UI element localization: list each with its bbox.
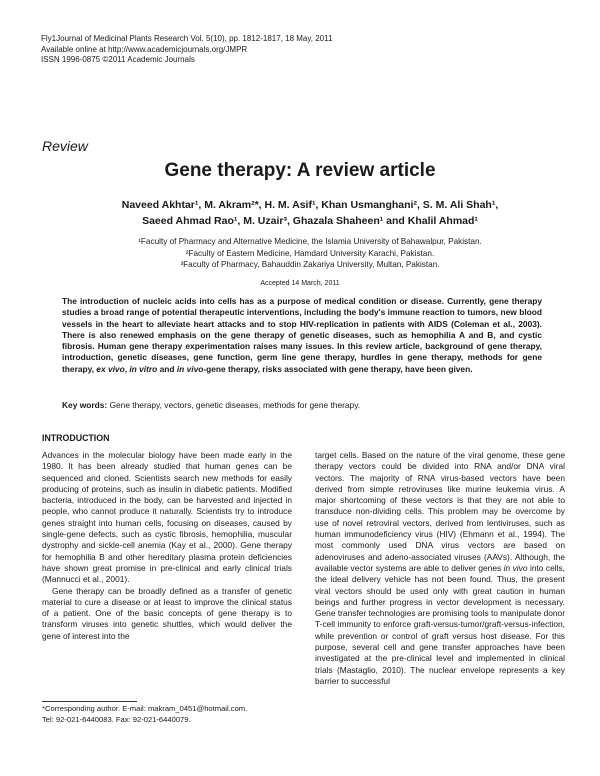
abstract-in-vitro: in vitro (129, 363, 158, 374)
abstract-and: and (157, 363, 177, 374)
journal-issn: ISSN 1996-0875 ©2011 Academic Journals (41, 55, 195, 64)
abstract-in-vivo: in vivo (176, 363, 204, 374)
corresponding-author: *Corresponding author. E-mail: makram_0451@hotmail.com. (42, 704, 248, 713)
affiliation-3: ³Faculty of Pharmacy, Bahauddin Zakariya University, Multan, Pakistan. (180, 260, 440, 269)
abstract-ex-vivo: ex vivo (96, 363, 125, 374)
article-title: Gene therapy: A review article (164, 160, 436, 181)
intro-paragraph-3 (315, 450, 565, 687)
left-column (42, 450, 292, 642)
affiliation-2: ²Faculty of Eastern Medicine, Hamdard University Karachi, Pakistan. (185, 248, 435, 258)
right-column (315, 450, 565, 687)
contact-phone-fax: Tel: 92-021-6440083. Fax: 92-021-6440079. (42, 714, 191, 724)
right-text-a: target cells. Based on the nature of the viral genome, these gene therapy vectors could be divided into RNA and/or DNA viral vectors. The majority of RNA virus-based vectors have been derived from simple retroviruses like murine leukemia virus. A major shortcoming of these vectors is that they are not able to transduce non-dividing cells. This problem may be overcome by use of novel retroviral vectors, derived from lentiviruses, such as human immunodeficiency virus (HIV) (Ehmann et al., 1994). The most commonly used DNA virus vectors are based on adenoviruses and adeno-associated viruses (AAVs). Although, the available vector systems are able to deliver genes (315, 450, 565, 573)
author-line-2: Saeed Ahmad Rao¹, M. Uzair³, Ghazala Shaheen¹ and Khalil Ahmad¹ (142, 215, 478, 227)
abstract-text-2: -gene therapy, risks associated with gene therapy, have been given. (203, 363, 473, 374)
footnote-divider (42, 701, 137, 702)
keywords (62, 400, 542, 411)
journal-header (41, 34, 332, 66)
keywords-text: Gene therapy, vectors, genetic diseases, methods for gene therapy. (107, 400, 361, 410)
abstract-comma: , (124, 363, 130, 374)
accepted-date: Accepted 14 March, 2011 (260, 280, 340, 287)
affiliations (60, 236, 560, 271)
right-text-b: into cells, the ideal delivery vehicle has not been found. Thus, the present viral vectors should be used only with great caution in human beings and further progress in vector development is necessary. Gene transfer technologies are promising tools to manipulate donor T-cell immunity to enforce graft-versus-tumor/graft-versus-infection, while prevention or control of graft versus host disease. For this purpose, several cell and gene transfer approaches have been investigated at the pre-clinical level and implemented in clinical trials (Mastaglio, 2010). The nuclear envelope represents a key barrier to successful (315, 562, 565, 686)
intro-paragraph-2: Gene therapy can be broadly defined as a transfer of genetic material to cure a disease or at least to improve the clinical status of a patient. One of the basic concepts of gene therapy is to transform viruses into genetic shuttles, which would deliver the gene of interest into the (42, 585, 292, 641)
author-list (60, 197, 560, 229)
journal-citation: Fly1Journal of Medicinal Plants Research Vol. 5(10), pp. 1812-1817, 18 May, 2011 (41, 34, 333, 43)
abstract-text-1: The introduction of nucleic acids into cells has as a purpose of medical condition or disease. Currently, gene therapy studies a broad range of potential therapeutic interventions, including the body's immune reaction to tumors, new blood vessels in the heart to alleviate heart attacks and to stop HIV-replication in patients with AIDS (Coleman et al., 2003). There is also renewed emphasis on the gene therapy of genetic diseases, such as hemophilia A and B, and cystic fibrosis. Human gene therapy experimentation raises many issues. In this review article, background of gene therapy, introduction, genetic diseases, gene function, germ line gene therapy, hurdles in gene therapy, methods for gene therapy, (62, 296, 542, 374)
right-in-vivo: in vivo (503, 562, 528, 573)
intro-paragraph-1: Advances in the molecular biology have been made early in the 1980. It has been already studied that human genes can be sequenced and cloned. Scientists search new methods for easily producing of proteins, such as insulin in diabetic patients. Modified bacteria, introduced in the body, can be harvested and injected in people, who cannot produce it naturally. Scientists try to introduce genes straight into human cells, focusing on diseases, caused by single-gene defects, such as cystic fibrosis, hemophilia, muscular dystrophy and sickle-cell anemia (Kay et al., 2000). Gene therapy for hemophilia B and other hereditary plasma protein deficiencies have shown great promise in pre-clinical and early clinical trials (Mannucci et al., 2001). (42, 450, 292, 585)
affiliation-1: ¹Faculty of Pharmacy and Alternative Medicine, the Islamia University of Bahawalpur, Pakistan. (138, 237, 482, 246)
section-heading-introduction: INTRODUCTION (42, 433, 110, 443)
author-line-1: Naveed Akhtar¹, M. Akram²*, H. M. Asif¹, Khan Usmanghani², S. M. Ali Shah¹, (121, 199, 499, 211)
journal-url: Available online at http://www.academicjournals.org/JMPR (41, 44, 248, 54)
abstract (62, 296, 542, 375)
article-type: Review (42, 138, 88, 154)
keywords-label: Key words: (62, 400, 108, 410)
footnote (42, 704, 292, 725)
